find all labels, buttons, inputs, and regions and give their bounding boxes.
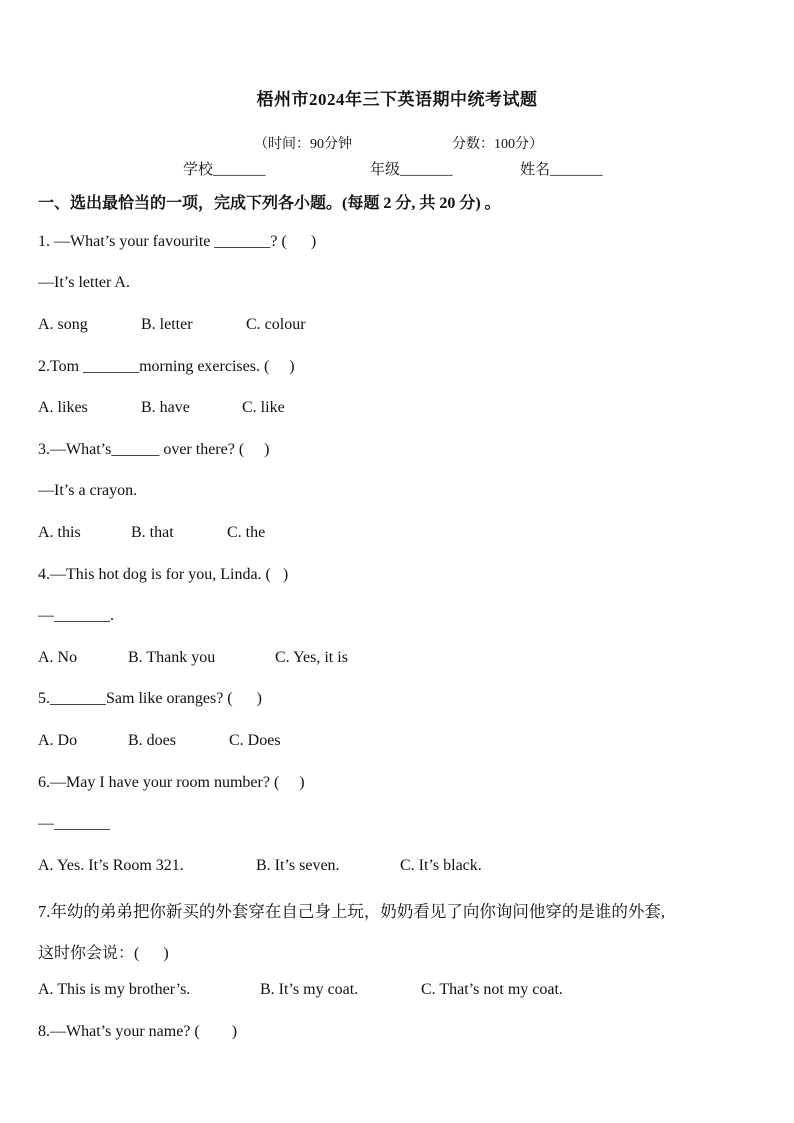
school-field: 学校_______ (183, 162, 266, 178)
option-c: C. Does (229, 732, 281, 749)
question-3-stem: 3.—What’s______ over there? ( ) (38, 441, 270, 458)
question-2-stem: 2.Tom _______morning exercises. ( ) (38, 358, 295, 375)
question-7-stem: 7.年幼的弟弟把你新买的外套穿在自己身上玩，奶奶看见了向你询问他穿的是谁的外套, (38, 902, 665, 921)
option-b: B. letter (141, 316, 193, 333)
name-field: 姓名_______ (520, 162, 603, 178)
option-b: B. does (128, 732, 176, 749)
grade-field: 年级_______ (370, 162, 453, 178)
option-a: A. Yes. It’s Room 321. (38, 857, 184, 874)
page-title: 梧州市2024年三下英语期中统考试题 (256, 90, 538, 109)
question-4-stem: 4.—This hot dog is for you, Linda. ( ) (38, 566, 289, 583)
option-c: C. It’s black. (400, 857, 482, 874)
option-c: C. the (227, 524, 266, 541)
option-a: A. song (38, 316, 88, 333)
question-8-stem: 8.—What’s your name? ( ) (38, 1023, 238, 1040)
option-c: C. Yes, it is (275, 649, 348, 666)
question-1-stem: 1. —What’s your favourite _______? ( ) (38, 233, 317, 250)
exam-score: 分数：100分） (452, 137, 543, 152)
exam-time: （时间：90分钟 (254, 137, 352, 152)
question-5-stem: 5._______Sam like oranges? ( ) (38, 690, 262, 707)
option-a: A. Do (38, 732, 78, 749)
option-a: A. This is my brother’s. (38, 981, 191, 998)
option-a: A. this (38, 524, 81, 541)
option-c: C. like (242, 399, 285, 416)
option-b: B. It’s my coat. (260, 981, 359, 998)
question-6-stem: 6.—May I have your room number? ( ) (38, 774, 305, 791)
section-heading: 一、选出最恰当的一项，完成下列各小题。(每题 2 分, 共 20 分) 。 (38, 195, 501, 212)
option-b: B. have (141, 399, 190, 416)
option-c: C. colour (246, 316, 306, 333)
option-a: A. likes (38, 399, 88, 416)
option-a: A. No (38, 649, 78, 666)
question-4-answer-line: —_______. (38, 607, 114, 624)
question-1-answer-line: —It’s letter A. (38, 274, 130, 291)
question-3-answer-line: —It’s a crayon. (38, 482, 138, 499)
option-b: B. that (131, 524, 174, 541)
question-7-stem-cont: 这时你会说：( ) (38, 945, 169, 962)
option-c: C. That’s not my coat. (421, 981, 563, 998)
question-6-answer-line: —_______ (38, 815, 110, 832)
option-b: B. Thank you (128, 649, 216, 666)
option-b: B. It’s seven. (256, 857, 340, 874)
